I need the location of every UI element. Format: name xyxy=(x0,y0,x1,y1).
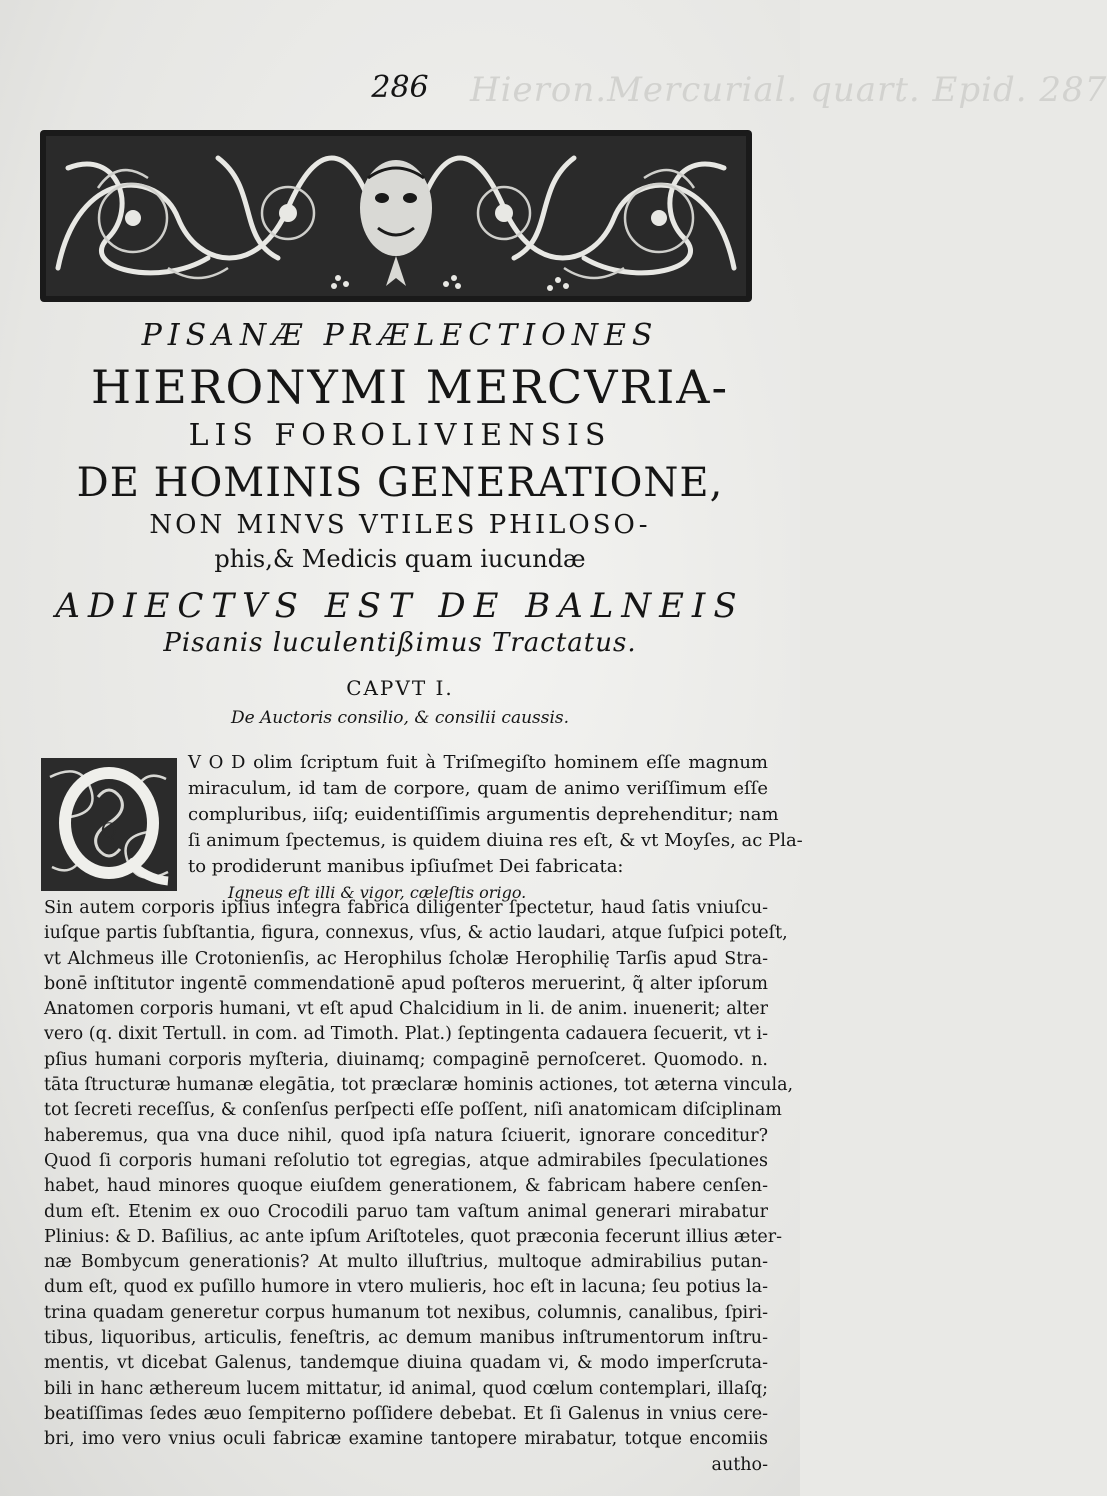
text-line: miraculum, id tam de corpore, quam de animo veriſſimum eſſe xyxy=(188,778,768,799)
text-line: compluribus, iiſq; euidentiſſimis argumentis deprehenditur; nam xyxy=(188,804,779,825)
text-line: vero (q. dixit Tertull. in com. ad Timoth. Plat.) ſeptingenta cadauera ſecuerit, vt i- xyxy=(44,1024,768,1045)
text-line: tibus, liquoribus, articulis, feneſtris, ac demum manibus inſtrumentorum inſtru- xyxy=(44,1328,768,1349)
text-line: dum eſt, quod ex puſillo humore in vtero mulieris, hoc eſt in lacuna; ſeu potius la- xyxy=(44,1277,768,1298)
body-paragraph xyxy=(44,896,794,1478)
text-line: beatiſſimas ſedes æuo ſempiterno poſſidere debebat. Et ſi Galenus in vnius cere- xyxy=(44,1403,768,1424)
text-line: tot ſecreti receſſus, & conſenſus perſpecti eſſe poſſent, niſi anatomicam diſciplinam xyxy=(44,1100,782,1121)
chapter-heading: CAPVT I. xyxy=(346,676,454,700)
text-line: Plinius: & D. Baſilius, ac ante ipſum Ariſtoteles, quot præconia fecerunt illius æter- xyxy=(44,1226,783,1247)
ornamental-headpiece xyxy=(38,128,754,304)
title-line-8: Pisanis luculentißimus Tractatus. xyxy=(163,628,637,658)
text-line: habet, haud minores quoque eiuſdem generationem, & fabricam habere cenſen- xyxy=(44,1176,768,1197)
text-line: to prodiderunt manibus ipſiuſmet Dei fabricata: xyxy=(188,856,624,877)
text-line: Sin autem corporis ipſius integra fabrica diligenter ſpectetur, haud ſatis vniuſcu- xyxy=(44,898,768,918)
text-line: bri, imo vero vnius oculi fabricæ examine tantopere mirabatur, totque encomiis xyxy=(44,1429,768,1450)
text-line: næ Bombycum generationis? At multo illuſtrius, multoque admirabilius putan- xyxy=(44,1252,768,1273)
text-line: pſius humani corporis myſteria, diuinamq; compaginē pernoſceret. Quomodo. n. xyxy=(44,1049,768,1070)
text-line: trina quadam generetur corpus humanum tot nexibus, columnis, canalibus, ſpiri- xyxy=(44,1302,768,1323)
title-line-5: NON MINVS VTILES PHILOSO- xyxy=(149,510,651,540)
text-line: V O D olim ſcriptum fuit à Triſmegiſto hominem eſſe magnum xyxy=(188,752,768,773)
text-line: iuſque partis ſubſtantia, figura, connexus, vſus, & actio laudari, atque ſuſpici poteſt, xyxy=(44,923,788,944)
intro-paragraph xyxy=(188,750,803,906)
text-line: ſi animum ſpectemus, is quidem diuina res eſt, & vt Moyſes, ac Pla- xyxy=(188,830,803,851)
chapter-subheading: De Auctoris consilio, & consilii caussis. xyxy=(230,708,570,728)
text-line: tāta ſtructuræ humanæ elegātia, tot præclaræ hominis actiones, tot æterna vincula, xyxy=(44,1075,794,1096)
text-line: mentis, vt dicebat Galenus, tandemque diuina quadam vi, & modo imperſcruta- xyxy=(44,1353,768,1374)
text-line: dum eſt. Etenim ex ouo Crocodili paruo tam vaſtum animal generari mirabatur xyxy=(44,1201,768,1222)
verse-quotation: Igneus eſt illi & vigor, cæleſtis origo. xyxy=(228,883,527,902)
title-line-6: phis,& Medicis quam iucundæ xyxy=(214,545,586,573)
svg-text:Q: Q xyxy=(100,818,118,842)
text-line: vt Alchmeus ille Crotonienſis, ac Herophilus ſcholæ Herophilię Tarſis apud Stra- xyxy=(44,948,768,969)
page-number: 286 xyxy=(371,70,429,105)
drop-cap-initial xyxy=(40,757,178,892)
text-line: bonē inſtitutor ingentē commendationē apud poſteros meruerint, q̃ alter ipſorum xyxy=(44,973,768,994)
text-line: Quod ſi corporis humani reſolutio tot egregias, atque admirabiles ſpeculationes xyxy=(44,1150,768,1171)
text-line: Anatomen corporis humani, vt eſt apud Chalcidium in li. de anim. inuenerit; alter xyxy=(44,999,768,1020)
catchword: autho- xyxy=(711,1454,768,1475)
title-line-7: ADIECTVS EST DE BALNEIS xyxy=(55,586,745,626)
title-line-3: LIS FOROLIVIENSIS xyxy=(188,418,612,453)
text-line: haberemus, qua vna duce nihil, quod ipſa natura ſciuerit, ignorare conceditur? xyxy=(44,1125,768,1146)
running-head-bleed-through: Hieron.Mercurial. quart. Epid. 287 xyxy=(470,70,1107,110)
title-line-2: HIERONYMI MERCVRIA- xyxy=(90,360,730,414)
title-line-4: DE HOMINIS GENERATIONE, xyxy=(76,460,724,506)
title-line-1: PISANÆ PRÆLECTIONES xyxy=(141,318,659,353)
text-line: bili in hanc æthereum lucem mittatur, id animal, quod cœlum contemplari, illaſq; xyxy=(44,1378,768,1399)
